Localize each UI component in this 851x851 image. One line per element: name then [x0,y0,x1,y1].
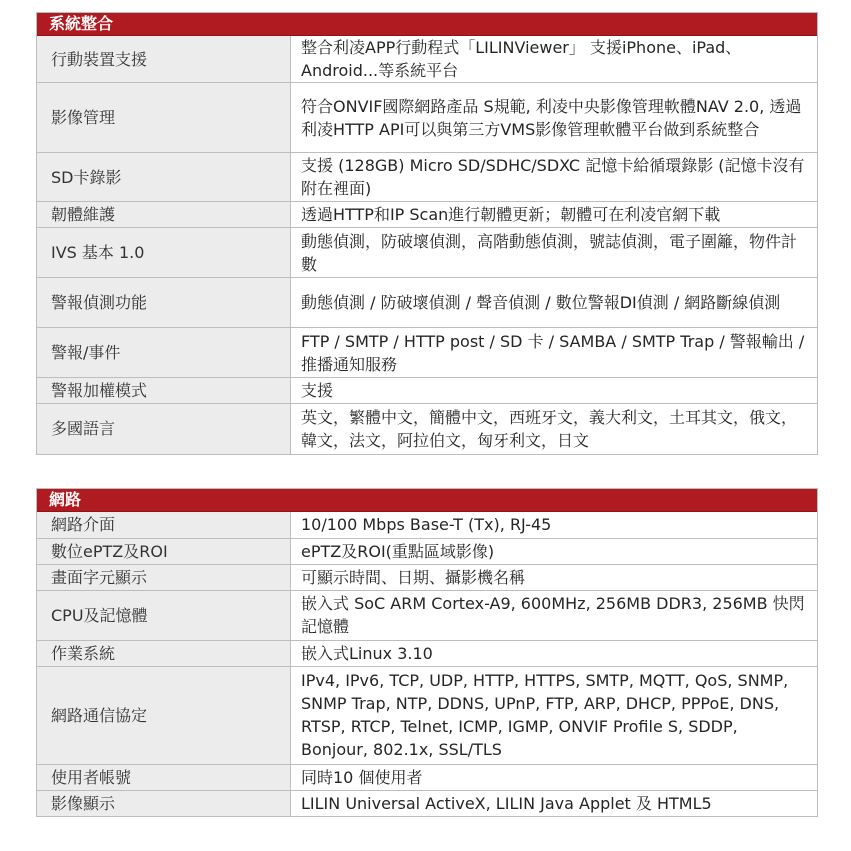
table-row [37,328,817,378]
section-title: 網路 [37,489,817,512]
spec-table [37,512,817,816]
row-value: 符合ONVIF國際網路產品 S規範, 利凌中央影像管理軟體NAV 2.0, 透過利凌HTTP API可以與第三方VMS影像管理軟體平台做到系統整合 [291,83,818,153]
table-row [37,590,817,640]
table-row [37,564,817,590]
table-row [37,153,817,202]
table-row [37,36,817,83]
row-label: 警報加權模式 [37,378,291,404]
row-value: 支援 [291,378,818,404]
row-value: 動態偵測，防破壞偵測，高階動態偵測，號誌偵測，電子圍籬，物件計數 [291,228,818,278]
table-row [37,228,817,278]
table-row [37,202,817,228]
table-row [37,640,817,666]
table-row [37,666,817,764]
table-row [37,512,817,538]
row-value: 支援 (128GB) Micro SD/SDHC/SDXC 記憶卡給循環錄影 (記憶卡沒有附在裡面) [291,153,818,202]
row-label: 作業系統 [37,640,291,666]
table-row [37,83,817,153]
table-row [37,538,817,564]
table-row [37,790,817,816]
row-label: 數位ePTZ及ROI [37,538,291,564]
row-label: 使用者帳號 [37,764,291,790]
table-row [37,378,817,404]
row-value: 嵌入式Linux 3.10 [291,640,818,666]
row-label: 網路通信協定 [37,666,291,764]
row-label: 多國語言 [37,404,291,454]
system-integration-section [36,12,818,455]
row-label: 行動裝置支援 [37,36,291,83]
row-value: LILIN Universal ActiveX, LILIN Java Applet 及 HTML5 [291,790,818,816]
row-value: 嵌入式 SoC ARM Cortex-A9, 600MHz, 256MB DDR3, 256MB 快閃記憶體 [291,590,818,640]
row-value: 可顯示時間、日期、攝影機名稱 [291,564,818,590]
row-label: CPU及記憶體 [37,590,291,640]
row-value: ePTZ及ROI(重點區域影像) [291,538,818,564]
row-label: IVS 基本 1.0 [37,228,291,278]
row-label: 影像顯示 [37,790,291,816]
row-label: 影像管理 [37,83,291,153]
row-value: 動態偵測 / 防破壞偵測 / 聲音偵測 / 數位警報DI偵測 / 網路斷線偵測 [291,278,818,328]
row-value: 整合利凌APP行動程式「LILINViewer」 支援iPhone、iPad、Android...等系統平台 [301,38,742,80]
row-value: FTP / SMTP / HTTP post / SD 卡 / SAMBA / SMTP Trap / 警報輸出 / 推播通知服務 [291,328,818,378]
row-value: 英文，繁體中文，簡體中文，西班牙文，義大利文，土耳其文，俄文，韓文，法文，阿拉伯文，匈牙利文，日文 [291,404,818,454]
table-row [37,278,817,328]
spec-table [37,36,817,454]
row-value: 10/100 Mbps Base-T (Tx), RJ-45 [301,515,552,535]
row-label: 畫面字元顯示 [37,564,291,590]
row-label: 警報偵測功能 [37,278,291,328]
row-label: 警報/事件 [37,328,291,378]
row-label: SD卡錄影 [37,153,291,202]
row-value: 透過HTTP和IP Scan進行韌體更新；韌體可在利凌官網下載 [291,202,818,228]
row-value: IPv4, IPv6, TCP, UDP, HTTP, HTTPS, SMTP, MQTT, QoS, SNMP, SNMP Trap, NTP, DDNS, UPnP, FTP, ARP, DHCP, PPPoE, DNS, RTSP, RTCP, Telnet, ICMP, IGMP, ONVIF Profile S, SDDP, Bonjour, 802.1x, SSL/TLS [291,666,818,764]
row-value: 同時10 個使用者 [291,764,818,790]
table-row [37,404,817,454]
row-label: 網路介面 [37,512,291,538]
network-section [36,488,818,817]
row-label: 韌體維護 [37,202,291,228]
section-title: 系統整合 [37,13,817,36]
table-row [37,764,817,790]
